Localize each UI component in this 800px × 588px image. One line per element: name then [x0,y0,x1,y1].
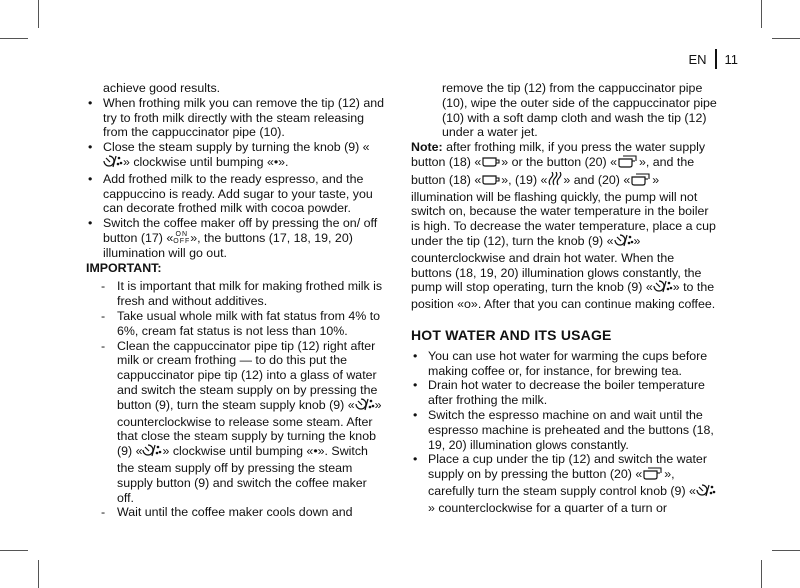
two-cups-icon [630,173,652,190]
crop-mark [0,38,28,39]
left-column [86,81,386,520]
one-cup-icon [481,174,501,190]
steam-knob-icon [142,444,162,461]
note-text: », and the button (18) « [411,154,695,187]
list-item-text: Add frothed milk to the ready espresso, and the cappuccino is ready. Add sugar to your taste, you can decorate frothed milk with cocoa powder. [103,171,373,216]
on-label: ON [175,230,189,238]
steam-knob-icon [696,484,716,501]
list-item-text: Clean the cappuccinator pipe tip (12) right after milk or cream frothing — to do this put the cappuccinator pipe tip (12) into a glass of water and switch the steam supply on by pressing the button (9), turn the steam supply knob (9) « [117,338,378,412]
intro-text: achieve good results. [103,81,221,95]
list-item-text: » clockwise until bumping «•». Switch the steam supply off by pressing the steam supply button (9) and switch the coffee maker off. [117,444,368,505]
list-item [411,452,717,515]
note-text: », (19) « [501,172,548,187]
list-item [411,408,717,452]
important-list [86,279,386,520]
list-item [411,378,717,408]
steam-knob-icon [355,398,375,415]
crop-mark [0,550,28,551]
list-item [86,309,386,339]
crop-mark [761,560,762,588]
continued-text: remove the tip (12) from the cappuccinator pipe (10), wipe the outer side of the cappuccinator pipe (10) with a soft damp cloth and wash the tip (12) under a water jet. [442,81,717,140]
list-item-text: Wait until the coffee maker cools down and [117,505,353,520]
list-item-text: » counterclockwise for a quarter of a turn or [428,500,667,515]
list-item [86,339,386,506]
list-item-text: Switch the coffee maker off by pressing the on/ off button (17) « [103,216,378,245]
crop-mark [772,38,800,39]
off-label: OFF [173,237,191,245]
section-heading: HOT WATER AND ITS USAGE [411,326,612,343]
one-cup-icon [481,156,501,172]
list-item-text: When frothing milk you can remove the tip (12) and try to froth milk directly with the steam releasing from the cappuccinator pipe (10). [103,95,384,140]
crop-mark [772,550,800,551]
language-code: EN [688,51,707,67]
crop-mark [38,0,39,28]
list-item [86,96,386,140]
list-item-text: », the buttons (17, 18, 19, 20) illumination will go out. [103,230,353,260]
note-text: after frothing milk, if you press the water supply button (18) « [411,140,706,169]
milk-bullets [86,96,386,261]
note-text: » illumination will be flashing quickly, the pump will not switch on, because the water temperature in the boiler is high. To decrease the water temperature, place a cup under the tip (12), turn the knob (9) « [411,172,716,248]
steam-knob-icon [103,155,123,172]
list-item-text: Place a cup under the tip (12) and switch the water supply on by pressing the button (20) « [428,452,707,482]
important-label: IMPORTANT: [86,260,162,275]
crop-mark [761,0,762,28]
list-item-text: » clockwise until bumping «•». [123,154,289,169]
list-item-text: Switch the espresso machine on and wait until the espresso machine is preheated and the buttons (18, 19, 20) illumination glows constantly. [428,407,714,452]
on-off-icon [173,231,190,245]
header-separator [715,49,717,69]
list-item [86,279,386,309]
two-cups-icon [642,467,664,484]
page-number: 11 [724,51,738,67]
list-item-text: Close the steam supply by turning the knob (9) « [103,140,370,155]
list-item [411,349,717,379]
steam-knob-icon [614,234,634,251]
list-item [86,140,386,172]
note-text: » or the button (20) « [501,154,617,169]
hot-water-bullets [411,349,717,516]
page-header [688,49,738,69]
note-text: » and (20) « [563,172,631,187]
list-item [86,172,386,216]
note-text: » to the position «o». After that you can continue making coffee. [411,280,716,312]
list-item-text: Take usual whole milk with fat status from 4% to 6%, cream fat status is not less than 10%. [117,308,381,338]
list-item-text: You can use hot water for warming the cups before making coffee or, for instance, for brewing tea. [428,348,708,378]
crop-mark [38,560,39,588]
right-column [411,81,717,516]
note-label: Note: [411,140,443,155]
note-paragraph [411,140,717,312]
note-text: » counterclockwise and drain hot water. When the buttons (18, 19, 20) illumination glows constantly, the pump will stop operating, turn the knob (9) « [411,233,702,295]
list-item-text: Drain hot water to decrease the boiler temperature after frothing the milk. [428,378,705,408]
steam-knob-icon [653,280,673,297]
steam-icon [547,172,563,190]
list-item-text: » counterclockwise to release some steam. After that close the steam supply by turning the knob (9) « [117,397,382,459]
list-item-text: It is important that milk for making frothed milk is fresh and without additives. [117,279,383,309]
list-item [86,216,386,260]
list-item-text: », carefully turn the steam supply control knob (9) « [428,467,696,498]
list-item [86,505,386,520]
two-cups-icon [617,155,639,172]
